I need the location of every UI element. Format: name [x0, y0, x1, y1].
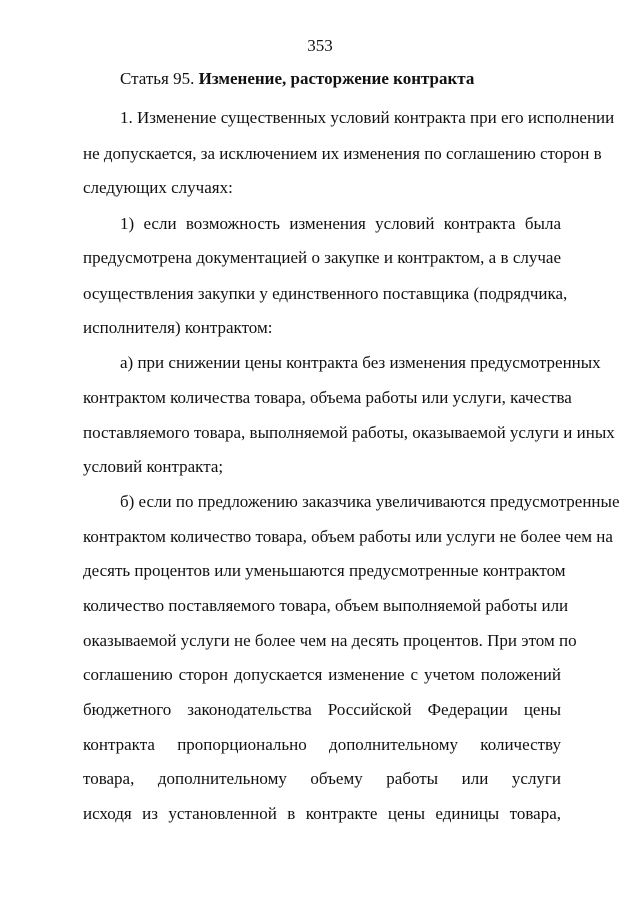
text-line: условий контракта;	[83, 457, 224, 476]
text-line: товара, дополнительному объему работы или услуги	[83, 769, 561, 788]
text-line: количество поставляемого товара, объем выполняемой работы или	[83, 596, 569, 615]
text-line: следующих случаях:	[83, 178, 233, 197]
text-line: осуществления закупки у единственного поставщика (подрядчика,	[83, 284, 568, 303]
text-line: оказываемой услуги не более чем на десять процентов. При этом по	[83, 631, 577, 650]
text-line: исполнителя) контрактом:	[83, 318, 273, 337]
page-number: 353	[307, 36, 333, 55]
article-title: Изменение, расторжение контракта	[198, 69, 475, 88]
text-line: 1) если возможность изменения условий контракта была	[120, 214, 561, 233]
text-line: контрактом количества товара, объема работы или услуги, качества	[83, 388, 572, 407]
text-line: не допускается, за исключением их изменения по соглашению сторон в	[83, 144, 602, 163]
text-line: б) если по предложению заказчика увеличиваются предусмотренные	[120, 492, 620, 511]
text-line: контрактом количество товара, объем работы или услуги не более чем на	[83, 527, 613, 546]
text-line: 1. Изменение существенных условий контракта при его исполнении	[120, 108, 615, 127]
text-line: а) при снижении цены контракта без изменения предусмотренных	[120, 353, 601, 372]
text-line: соглашению сторон допускается изменение с учетом положений	[83, 665, 561, 684]
text-line: поставляемого товара, выполняемой работы, оказываемой услуги и иных	[83, 423, 615, 442]
text-line: предусмотрена документацией о закупке и контрактом, а в случае	[83, 248, 561, 267]
text-line: контракта пропорционально дополнительному количеству	[83, 735, 561, 754]
article-heading	[120, 69, 561, 89]
text-line: бюджетного законодательства Российской Федерации цены	[83, 700, 561, 719]
text-line: исходя из установленной в контракте цены единицы товара,	[83, 804, 561, 823]
article-prefix: Статья 95.	[120, 69, 195, 88]
text-line: десять процентов или уменьшаются предусмотренные контрактом	[83, 561, 566, 580]
